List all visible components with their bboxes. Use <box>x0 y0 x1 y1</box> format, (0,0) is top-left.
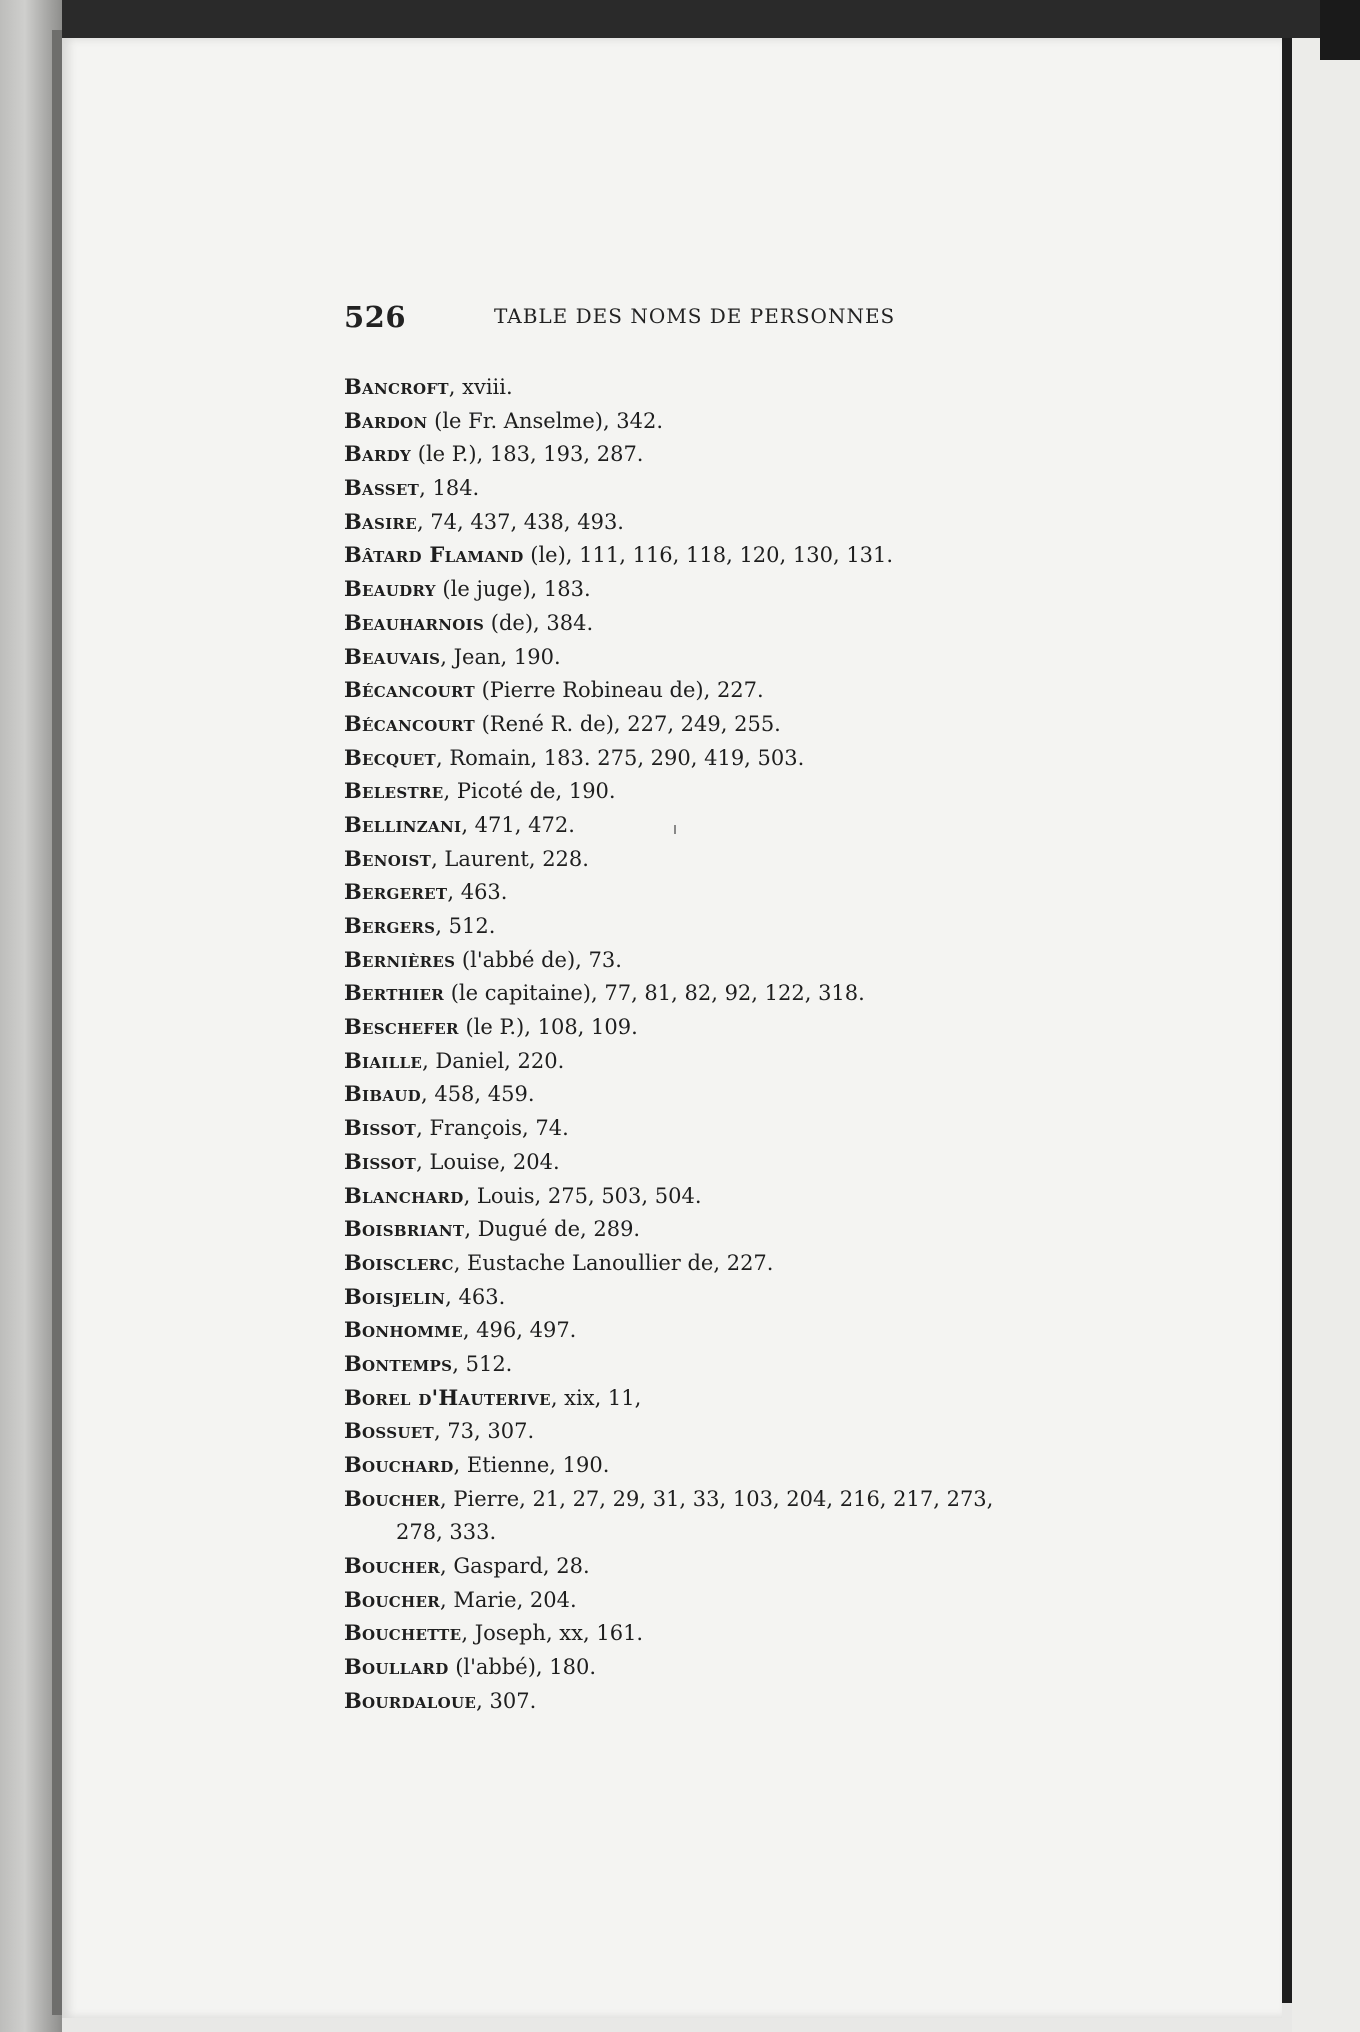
index-entry <box>344 1010 1104 1044</box>
index-entry <box>344 538 1104 572</box>
entry-name: Bissot <box>344 1148 417 1174</box>
entry-references: , Jean, 190. <box>440 644 561 669</box>
index-entry <box>344 1212 1104 1246</box>
entry-references: (l'abbé de), 73. <box>455 947 622 972</box>
entry-name: Bergers <box>344 913 436 938</box>
index-entry <box>344 1448 1104 1482</box>
index-entry <box>344 1077 1104 1111</box>
index-entry <box>344 1414 1104 1448</box>
entry-name: Basire <box>344 508 417 534</box>
entry-name: Bergeret <box>344 879 448 905</box>
entry-name: Blanchard <box>344 1182 464 1208</box>
entry-references: , 184. <box>419 476 480 501</box>
entry-references: , xix, 11, <box>550 1385 642 1410</box>
entry-name: Beauvais <box>344 643 441 669</box>
entry-name: Benoist <box>344 845 432 871</box>
entry-references: (Pierre Robineau de), 227. <box>474 678 764 703</box>
entry-references: (le), 111, 116, 118, 120, 130, 131. <box>523 543 894 568</box>
entry-references: (le Fr. Anselme), 342. <box>427 408 664 433</box>
index-entry <box>344 774 1104 808</box>
entry-references: (l'abbé), 180. <box>448 1655 597 1680</box>
entry-name: Boullard <box>344 1654 449 1680</box>
index-entry <box>344 1583 1104 1617</box>
entry-name: Bernières <box>344 946 456 972</box>
index-entry <box>344 471 1104 505</box>
entry-name: Beauharnois <box>344 609 485 635</box>
entry-references: , Laurent, 228. <box>431 846 589 871</box>
entry-references: , 512. <box>435 914 496 938</box>
entry-name: Boucher <box>344 1485 441 1511</box>
entry-references: , 512. <box>452 1351 513 1376</box>
entry-name: Bellinzani <box>344 811 462 837</box>
entry-references: , Louise, 204. <box>416 1149 560 1174</box>
entry-references: , Picoté de, 190. <box>443 779 616 804</box>
entry-references: (le P.), 183, 193, 287. <box>411 442 644 467</box>
entry-references: , xviii. <box>448 375 513 399</box>
entry-name: Bancroft <box>344 374 449 399</box>
entry-continuation: 278, 333. <box>396 1520 497 1545</box>
entry-name: Biaille <box>344 1047 423 1073</box>
entry-references: , Etienne, 190. <box>453 1453 610 1477</box>
index-entry <box>344 1280 1104 1314</box>
entry-references: , Joseph, xx, 161. <box>461 1621 644 1646</box>
entry-references: , Gaspard, 28. <box>440 1554 590 1579</box>
page-gutter-shadow <box>1282 38 1292 2003</box>
entry-references: , Marie, 204. <box>440 1587 577 1612</box>
entry-name: Bonhomme <box>344 1317 463 1343</box>
entry-references: (René R. de), 227, 249, 255. <box>474 711 781 736</box>
entry-name: Bourdaloue <box>344 1687 477 1713</box>
entry-name: Bontemps <box>344 1350 453 1376</box>
index-entry <box>344 1111 1104 1145</box>
entry-name: Bouchard <box>344 1452 454 1477</box>
running-title: TABLE DES NOMS DE PERSONNES <box>494 304 896 328</box>
binding-shadow <box>52 30 62 2015</box>
entry-name: Boucher <box>344 1586 441 1612</box>
entry-references: , 307. <box>476 1688 537 1713</box>
entry-name: Bibaud <box>344 1081 421 1107</box>
entry-references: , 73, 307. <box>433 1419 535 1444</box>
entry-references: , 74, 437, 438, 493. <box>416 509 624 534</box>
index-entry <box>344 1616 1104 1650</box>
entry-references: , Pierre, 21, 27, 29, 31, 33, 103, 204, 216, 217, 273, <box>440 1486 994 1511</box>
entry-references: (de), 384. <box>484 610 594 635</box>
index-entry <box>344 741 1104 775</box>
index-entry <box>344 707 1104 741</box>
scan-top-border <box>0 0 1360 38</box>
entry-name: Bâtard Flamand <box>344 542 524 568</box>
entry-references: , François, 74. <box>416 1116 569 1141</box>
index-entry <box>344 437 1104 471</box>
index-entry <box>344 1381 1104 1415</box>
entry-name: Boucher <box>344 1553 441 1579</box>
entry-name: Bardon <box>344 407 428 433</box>
paper-speck <box>674 825 676 834</box>
entry-references: (le P.), 108, 109. <box>458 1015 638 1040</box>
index-entry <box>344 1650 1104 1684</box>
entry-references: (le juge), 183. <box>435 577 591 602</box>
index-entry <box>344 1313 1104 1347</box>
entry-name: Bardy <box>344 441 412 467</box>
entry-name: Boisclerc <box>344 1249 454 1275</box>
index-entry <box>344 808 1104 842</box>
index-entry <box>344 370 1104 404</box>
entry-references: , Dugué de, 289. <box>464 1217 641 1242</box>
index-entry <box>344 1482 1104 1549</box>
index-entry <box>344 404 1104 438</box>
index-entry <box>344 1684 1104 1718</box>
entry-references: (le capitaine), 77, 81, 82, 92, 122, 318. <box>444 981 865 1006</box>
index-entry <box>344 505 1104 539</box>
scan-corner <box>1320 0 1360 60</box>
entry-name: Bossuet <box>344 1418 434 1444</box>
entry-name: Basset <box>344 475 420 501</box>
index-entry <box>344 1044 1104 1078</box>
page-header <box>344 300 964 340</box>
index-entries <box>344 370 1104 1718</box>
entry-name: Belestre <box>344 778 444 804</box>
index-entry <box>344 1145 1104 1179</box>
page-number: 526 <box>344 300 407 334</box>
entry-references: , Eustache Lanoullier de, 227. <box>453 1250 774 1275</box>
entry-references: , Daniel, 220. <box>422 1048 565 1073</box>
facing-page-edge <box>1292 38 1360 2032</box>
index-entry <box>344 640 1104 674</box>
entry-references: , 471, 472. <box>461 812 575 837</box>
entry-name: Boisbriant <box>344 1216 465 1242</box>
entry-name: Becquet <box>344 744 436 770</box>
index-entry <box>344 875 1104 909</box>
entry-name: Bécancourt <box>344 677 475 703</box>
index-entry <box>344 909 1104 943</box>
index-entry <box>344 976 1104 1010</box>
entry-name: Bouchette <box>344 1620 462 1646</box>
entry-references: , 463. <box>445 1284 506 1309</box>
entry-name: Beaudry <box>344 576 436 602</box>
index-entry <box>344 1549 1104 1583</box>
index-entry <box>344 572 1104 606</box>
entry-name: Bécancourt <box>344 710 475 736</box>
entry-references: , 463. <box>447 880 508 905</box>
entry-references: , 458, 459. <box>420 1082 535 1107</box>
index-entry <box>344 1347 1104 1381</box>
index-entry <box>344 842 1104 876</box>
entry-references: , 496, 497. <box>462 1318 577 1343</box>
entry-name: Borel d'Hauterive <box>344 1384 551 1410</box>
entry-name: Boisjelin <box>344 1283 446 1309</box>
index-entry <box>344 1246 1104 1280</box>
index-entry <box>344 1179 1104 1213</box>
entry-references: , Louis, 275, 503, 504. <box>463 1183 702 1208</box>
index-entry <box>344 606 1104 640</box>
entry-name: Bissot <box>344 1115 417 1141</box>
index-entry <box>344 943 1104 977</box>
entry-name: Beschefer <box>344 1014 459 1040</box>
entry-references: , Romain, 183. 275, 290, 419, 503. <box>435 745 805 770</box>
index-entry <box>344 673 1104 707</box>
entry-name: Berthier <box>344 980 445 1006</box>
